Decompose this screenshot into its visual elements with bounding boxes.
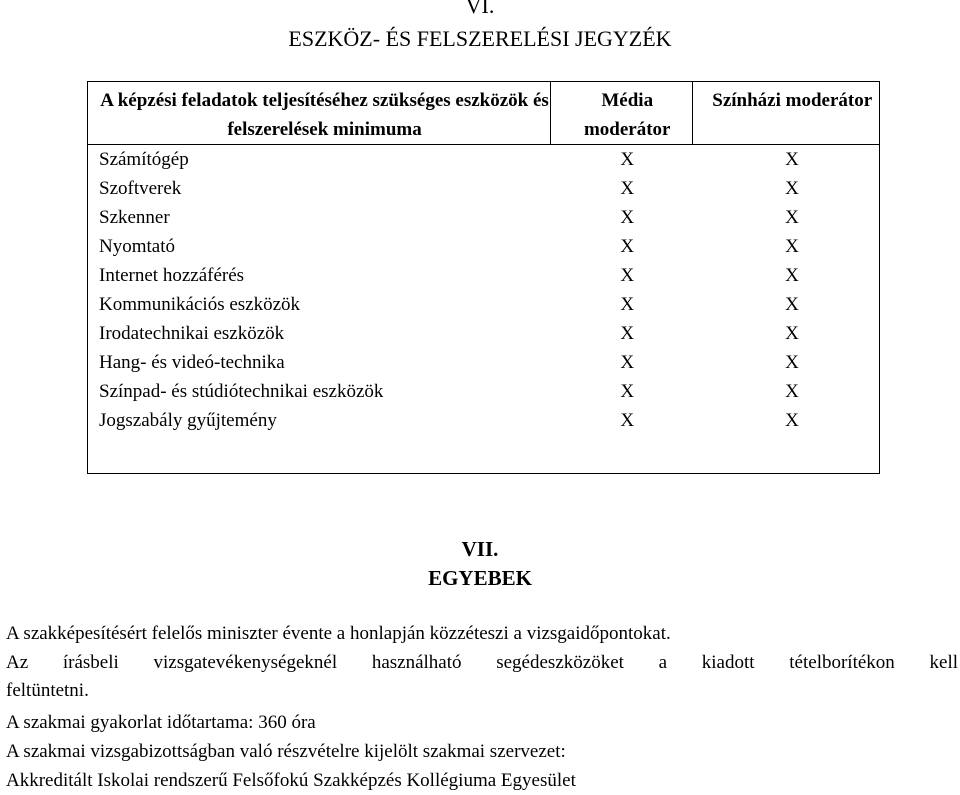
media-moderator-mark: X [620,381,635,402]
table-row [88,174,880,203]
table-row [88,406,880,435]
media-moderator-mark: X [620,410,635,431]
equipment-name: Szoftverek [99,178,182,199]
table-row [88,145,880,175]
media-moderator-mark: X [620,323,635,344]
table-row [88,377,880,406]
table-row [88,348,880,377]
equipment-table [88,82,880,435]
section-title: ESZKÖZ- ÉS FELSZERELÉSI JEGYZÉK [288,26,672,51]
szinhazi-moderator-mark: X [785,236,799,257]
media-moderator-mark: X [620,236,635,257]
table-row [88,319,880,348]
equipment-name: Színpad- és stúdiótechnikai eszközök [99,381,384,402]
table-row [88,290,880,319]
media-moderator-mark: X [620,294,635,315]
paragraph-committee: A szakmai vizsgabizottságban való részvételre kijelölt szakmai szervezet: [6,741,566,762]
equipment-name: Számítógép [99,149,189,170]
header-item: A képzési feladatok teljesítéséhez szükséges eszközök és felszerelések minimuma [88,82,551,145]
equipment-name: Internet hozzáférés [99,265,245,286]
szinhazi-moderator-mark: X [785,178,799,199]
paragraph-written-exam-aids [6,649,958,705]
paragraph-exam-dates: A szakképesítésért felelős miniszter évente a honlapján közzéteszi a vizsgaidőpontokat. [6,623,671,644]
media-moderator-mark: X [620,265,635,286]
szinhazi-moderator-mark: X [785,207,799,228]
subsection-number: VII. [461,537,499,561]
equipment-name: Nyomtató [99,236,175,257]
szinhazi-moderator-mark: X [785,410,799,431]
szinhazi-moderator-mark: X [785,352,799,373]
szinhazi-moderator-mark: X [785,265,799,286]
media-moderator-mark: X [620,178,635,199]
paragraph-practice-duration: A szakmai gyakorlat időtartama: 360 óra [6,712,316,733]
media-moderator-mark: X [620,149,635,170]
szinhazi-moderator-mark: X [785,323,799,344]
equipment-name: Jogszabály gyűjtemény [99,410,277,431]
paragraph-line: feltüntetni. [6,680,89,701]
table-header-row [88,82,880,145]
table-row [88,203,880,232]
subsection-title: EGYEBEK [428,566,532,590]
table-row [88,261,880,290]
szinhazi-moderator-mark: X [785,149,799,170]
media-moderator-mark: X [620,207,635,228]
szinhazi-moderator-mark: X [785,294,799,315]
szinhazi-moderator-mark: X [785,381,799,402]
equipment-name: Irodatechnikai eszközök [99,323,285,344]
equipment-name: Kommunikációs eszközök [99,294,301,315]
equipment-name: Szkenner [99,207,170,228]
header-szinhazi-moderator: Színházi moderátor [693,82,880,145]
paragraph-organization: Akkreditált Iskolai rendszerű Felsőfokú Szakképzés Kollégiuma Egyesület [6,770,576,791]
section-number: VI. [465,0,495,18]
table-row [88,232,880,261]
header-media-moderator: Média moderátor [551,82,693,145]
equipment-name: Hang- és videó-technika [99,352,285,373]
media-moderator-mark: X [620,352,635,373]
paragraph-line: Az írásbeli vizsgatevékenységeknél használható segédeszközöket a kiadott tételborítékon kell [6,652,958,673]
